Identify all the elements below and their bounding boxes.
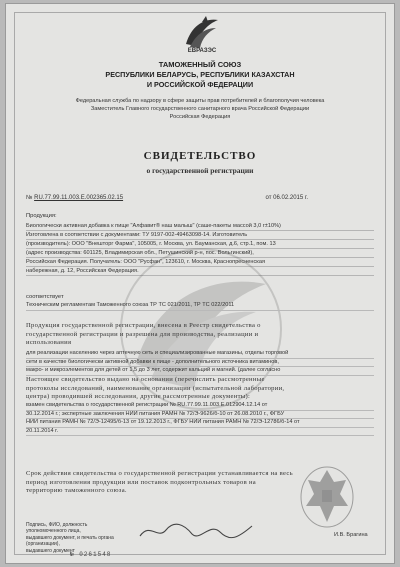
product-label: Продукция: bbox=[26, 213, 57, 219]
coat-of-arms-seal-icon bbox=[296, 462, 358, 532]
signature-label-line: выдавшего документ bbox=[26, 547, 75, 554]
document-title: СВИДЕТЕЛЬСТВО bbox=[143, 150, 257, 162]
certificate-number bbox=[26, 195, 123, 201]
signer-name: И.В. Брагина bbox=[334, 532, 368, 538]
signature-label-line: Подпись, ФИО, должность уполномоченного лица, bbox=[26, 522, 88, 535]
signature-label bbox=[26, 522, 114, 554]
statement-line: период изготовления продукции или поставок подконтрольных товаров на bbox=[26, 478, 256, 486]
usage-line: макро- и микроэлементов для детей от 1,5 до 3 лет, содержит кальций и магний. (далее согласно bbox=[26, 367, 374, 376]
authority-line-3: Российская Федерация bbox=[169, 114, 231, 120]
statement-line: протоколы исследований, наименование организации (испытательной лаборатории, bbox=[26, 384, 285, 392]
statement-line: Настоящее свидетельство выдано на основании (перечислить рассмотренные bbox=[26, 376, 265, 383]
statement-line: территорию таможенного союза. bbox=[26, 487, 127, 494]
statement-line: центра) проводившей исследования, другие рассмотренные документы): bbox=[26, 393, 251, 400]
basis-line: 20.11.2014 г. bbox=[26, 428, 374, 437]
registration-statement bbox=[26, 322, 374, 348]
date-label: от bbox=[265, 195, 272, 201]
usage-text bbox=[26, 350, 374, 376]
usage-line: сети в качестве биологически активной добавки к пище - дополнительного источника витаминов, bbox=[26, 359, 374, 368]
product-line: Изготовлена в соответствии с документами: ТУ 9197-002-49463098-14. Изготовитель bbox=[26, 231, 374, 240]
number-label: № bbox=[26, 195, 33, 201]
basis-documents bbox=[26, 402, 374, 436]
number-value: RU.77.99.11.003.E.002365.02.15 bbox=[34, 195, 124, 201]
statement-line: государственной регистрации и разрешена для производства, реализации и bbox=[26, 330, 259, 338]
authority-line-2: Заместитель Главного государственного санитарного врача Российской Федерации bbox=[90, 106, 310, 112]
product-line: Биологически активная добавка к пище "Алфавит® наш малыш" (саше-пакеты массой 3,0 г±10%) bbox=[26, 222, 374, 231]
product-line: Российская Федерация. Получатель: ООО "Русфан", 123610, г. Москва, Краснопресненская bbox=[26, 258, 374, 267]
eurasec-logo-icon bbox=[182, 14, 222, 52]
basis-line: НИИ питания РАМН № 72/Э-12495/б-13 от 19.12.2013 г., ФГБУ НИИ питания РАМН № 72/Э-12786/б-14 от bbox=[26, 419, 374, 428]
authority-line-1: Федеральная служба по надзору в сфере защиты прав потребителей и благополучия человека bbox=[75, 98, 325, 104]
basis-statement bbox=[26, 376, 374, 402]
conformity-line: Техническим регламентам Таможенного союза ТР ТС 021/2011, ТР ТС 022/2011 bbox=[26, 302, 374, 311]
certificate-date bbox=[266, 195, 308, 201]
statement-line: Срок действия свидетельства о государственной регистрации устанавливается на весь bbox=[26, 470, 293, 477]
product-line: (адрес производства: 601125, Владимирская обл., Петушинский р-н, пос. Вольгинский), bbox=[26, 249, 374, 258]
basis-line: взамен свидетельства о государственной регистрации № RU.77.99.11.003.Е.012904.12.14 от bbox=[26, 402, 374, 411]
handwritten-signature bbox=[136, 518, 256, 544]
statement-line: использования bbox=[26, 339, 72, 346]
header-union: ТАМОЖЕННЫЙ СОЮЗ bbox=[158, 60, 242, 69]
conformity-text bbox=[26, 302, 374, 311]
conformity-label: соответствует bbox=[26, 294, 64, 300]
header-russia: И РОССИЙСКОЙ ФЕДЕРАЦИИ bbox=[146, 80, 254, 89]
document-subtitle: о государственной регистрации bbox=[146, 166, 254, 175]
date-value: 06.02.2015 г. bbox=[273, 195, 308, 201]
signature-label-line: выдавшего документ, и печать органа (организации), bbox=[26, 534, 114, 548]
logo-text: ЕВРАЗЭС bbox=[187, 48, 217, 54]
statement-line: Продукция государственной регистрации, внесена в Реестр свидетельства о bbox=[26, 322, 261, 329]
certificate-page bbox=[6, 4, 394, 563]
form-serial-number: № 0261548 bbox=[70, 551, 112, 558]
basis-line: 30.12.2014 г.; экспертные заключения НИИ питания РАМН № 72/Э-9626/б-10 от 26.08.2010 г., ФГБУ bbox=[26, 411, 374, 420]
header-countries: РЕСПУБЛИКИ БЕЛАРУСЬ, РЕСПУБЛИКИ КАЗАХСТАН bbox=[105, 70, 295, 79]
usage-line: для реализации населению через аптечную сеть и специализированные магазины, отделы торговой bbox=[26, 350, 374, 359]
product-line: (производитель): ООО "Внешторг Фарма", 105005, г. Москва, ул. Бауманская, д.6, стр.1, пом. 13 bbox=[26, 240, 374, 249]
product-line: набережная, д. 12, Российская Федерация. bbox=[26, 267, 374, 276]
